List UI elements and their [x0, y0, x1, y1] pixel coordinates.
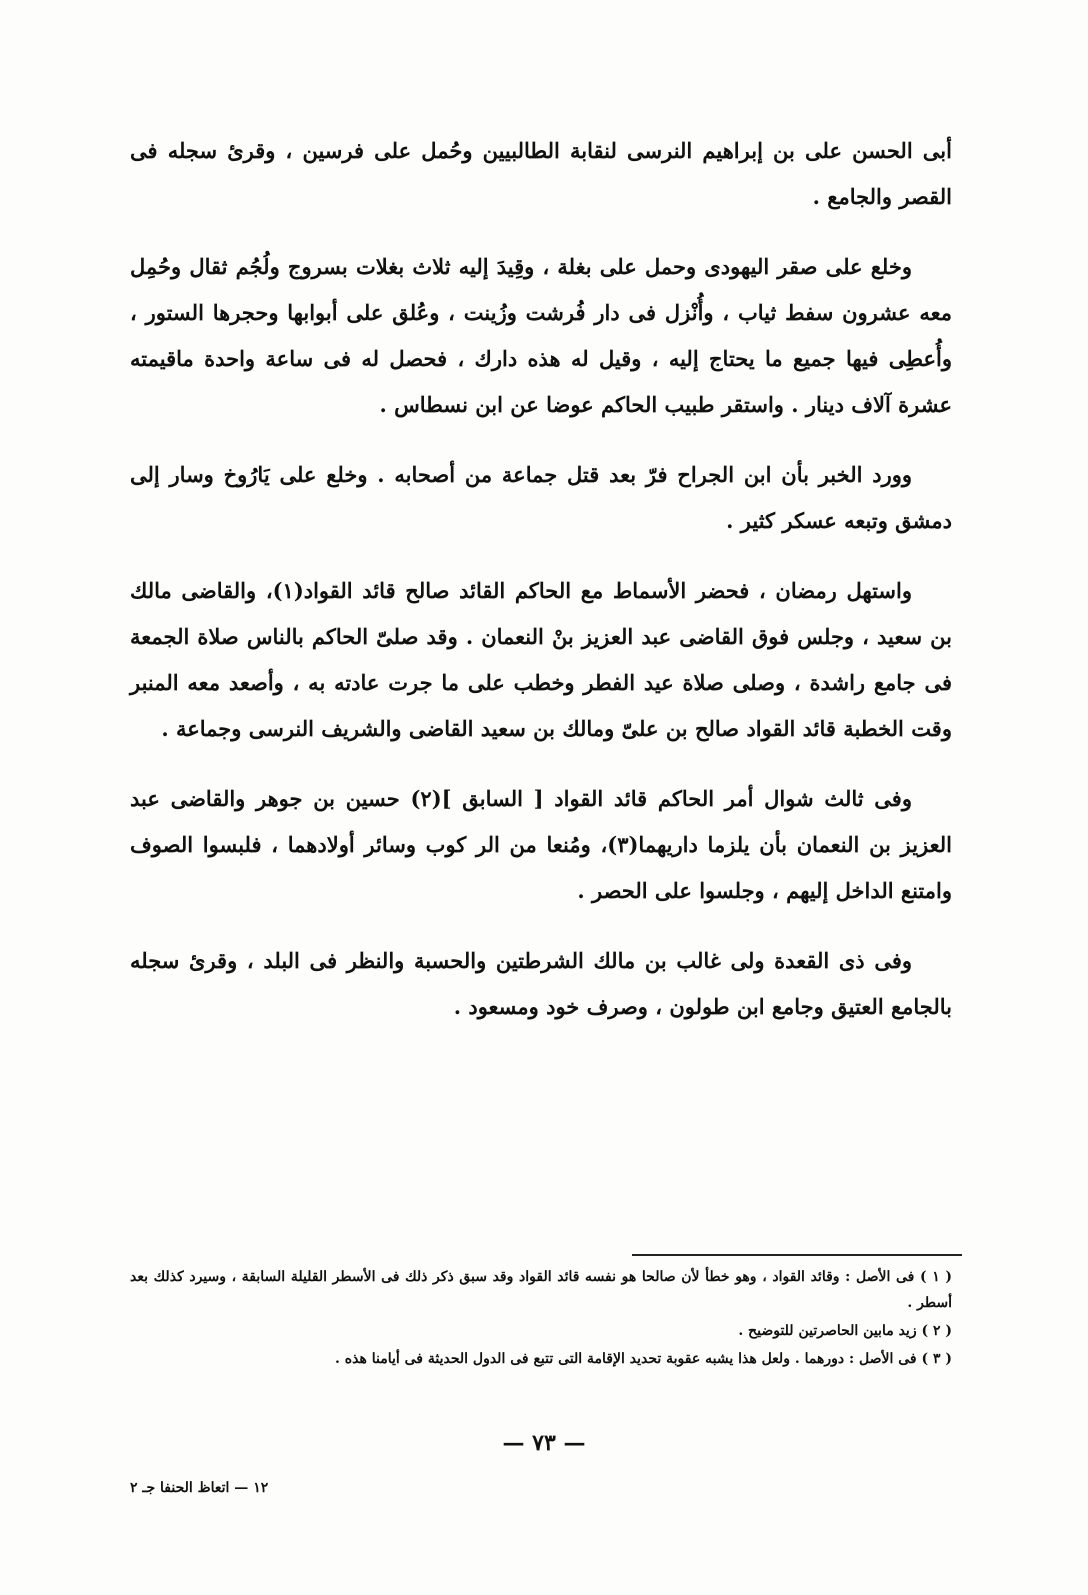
paragraph: وفى ثالث شوال أمر الحاكم قائد القواد [ السابق ](٢) حسين بن جوهر والقاضى عبد العزيز بن النعمان بأن يلزما داريهما(٣)، ومُنعا من الر كوب وسائر أولادهما ، فلبسوا الصوف وامتنع الداخل إليهم ، وجلسوا على الحصر .: [130, 786, 953, 903]
paragraph: وورد الخبر بأن ابن الجراح فرّ بعد قتل جماعة من أصحابه . وخلع على يَارُوخ وسار إلى دمشق وتبعه عسكر كثير .: [130, 462, 952, 533]
footnote-divider: [632, 1254, 962, 1256]
paragraph: واستهل رمضان ، فحضر الأسماط مع الحاكم القائد صالح قائد القواد(١)، والقاضى مالك بن سعيد ، وجلس فوق القاضى عبد العزيز بنْ النعمان . وقد صلىّ الحاكم بالناس صلاة الجمعة فى جامع راشدة ، وصلى صلاة عيد الفطر وخطب على ما جرت عادته به ، وأصعد معه المنبر وقت الخطبة قائد القواد صالح بن علىّ ومالك بن سعيد القاضى والشريف النرسى وجماعة .: [130, 578, 952, 741]
main-text: [130, 128, 952, 1054]
paragraph: وفى ذى القعدة ولى غالب بن مالك الشرطتين والحسبة والنظر فى البلد ، وقرئ سجله بالجامع العتيق وجامع ابن طولون ، وصرف خود ومسعود .: [130, 948, 952, 1019]
page-number: — ٧٣ —: [502, 1430, 586, 1456]
paragraph: وخلع على صقر اليهودى وحمل على بغلة ، وقِيدَ إليه ثلاث بغلات بسروج ولُجُم ثقال وحُمِل معه عشرون سفط ثياب ، وأُنْزل فى دار فُرشت وزُينت ، وعُلق على أبوابها وحجرها الستور ، وأُعطِى فيها جميع ما يحتاج إليه ، وقيل له هذه دارك ، فحصل له فى ساعة واحدة ماقيمته عشرة آلاف دينار . واستقر طبيب الحاكم عوضا عن ابن نسطاس .: [130, 254, 952, 417]
signature-line: ١٢ — اتعاظ الحنفا جـ ٢: [130, 1480, 269, 1496]
footnotes: [130, 1264, 952, 1374]
footnote: ( ١ ) فى الأصل : وقائد القواد ، وهو خطأ لأن صالحا هو نفسه قائد القواد وقد سبق ذكر ذلك فى الأسطر القليلة السابقة ، وسيرد كذلك بعد أسطر .: [130, 1269, 953, 1311]
paragraph: أبى الحسن على بن إبراهيم النرسى لنقابة الطالبيين وحُمل على فرسين ، وقرئ سجله فى القصر والجامع .: [130, 138, 952, 209]
footnote: ( ٣ ) فى الأصل : دورهما . ولعل هذا يشبه عقوبة تحديد الإقامة التى تتبع فى الدول الحديثة فى أيامنا هذه .: [335, 1351, 952, 1367]
footnote: ( ٢ ) زيد مابين الحاصرتين للتوضيح .: [738, 1323, 952, 1339]
